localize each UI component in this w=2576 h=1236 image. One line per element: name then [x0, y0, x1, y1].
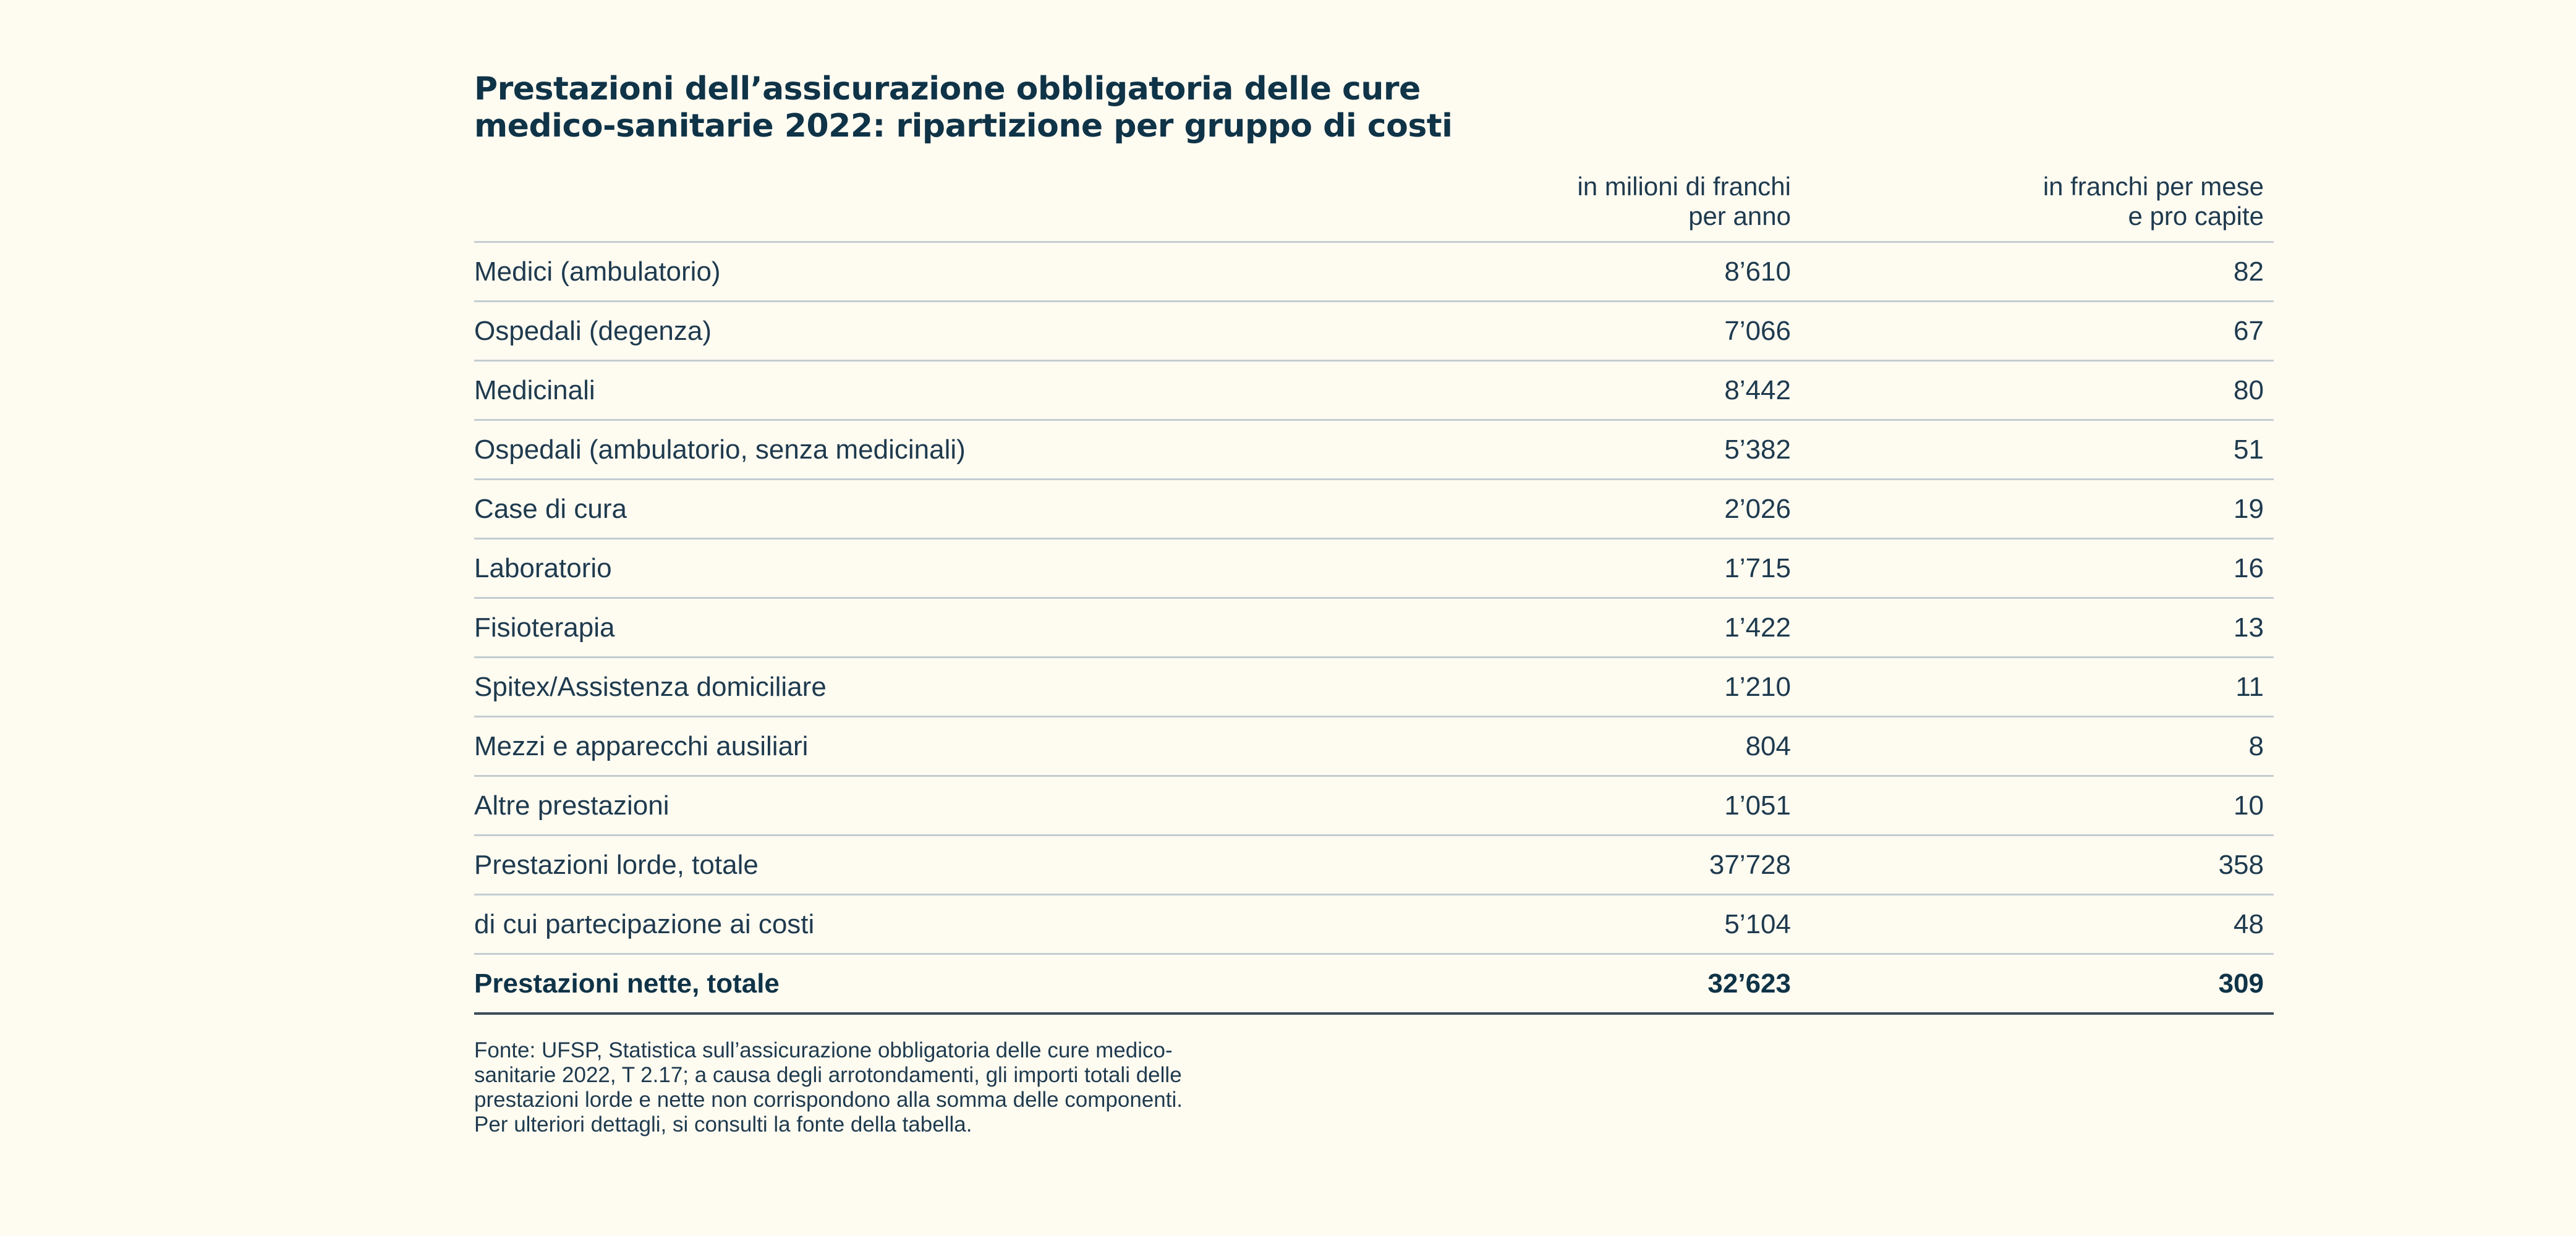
row-monthly: 51 [1801, 420, 2274, 480]
table-container [474, 70, 2274, 1137]
table-row [474, 658, 2274, 717]
header-annual-line2: per anno [1688, 201, 1791, 231]
row-label: Ospedali (ambulatorio, senza medicinali) [474, 420, 1492, 480]
row-label: Medicinali [474, 361, 1492, 420]
row-monthly: 80 [1801, 361, 2274, 420]
table-title [474, 70, 2274, 145]
row-label: Mezzi e apparecchi ausiliari [474, 717, 1492, 776]
row-label: Ospedali (degenza) [474, 302, 1492, 361]
note-line-4: Per ulteriori dettagli, si consulti la fonte della tabella. [474, 1112, 972, 1137]
row-monthly: 358 [1801, 836, 2274, 895]
header-monthly-line2: e pro capite [2128, 201, 2264, 231]
header-label [474, 171, 1492, 242]
note-line-1: Fonte: UFSP, Statistica sull’assicurazione obbligatoria delle cure medico- [474, 1038, 1173, 1062]
row-monthly: 13 [1801, 598, 2274, 658]
header-annual-line1: in milioni di franchi [1577, 172, 1791, 201]
row-monthly: 19 [1801, 480, 2274, 539]
header-monthly-line1: in franchi per mese [2043, 172, 2264, 201]
title-line-2: medico-sanitarie 2022: ripartizione per gruppo di costi [474, 108, 1453, 145]
table-row [474, 420, 2274, 480]
row-annual: 8’610 [1492, 242, 1801, 302]
row-monthly: 11 [1801, 658, 2274, 717]
table-row [474, 539, 2274, 598]
table-row [474, 302, 2274, 361]
row-label: Medici (ambulatorio) [474, 242, 1492, 302]
row-monthly: 10 [1801, 776, 2274, 836]
row-label: di cui partecipazione ai costi [474, 895, 1492, 954]
total-annual: 32’623 [1492, 954, 1801, 1014]
header-monthly [1801, 171, 2274, 242]
row-annual: 1’422 [1492, 598, 1801, 658]
row-annual: 1’715 [1492, 539, 1801, 598]
table-body [474, 242, 2274, 1014]
table-row [474, 895, 2274, 954]
data-table [474, 171, 2274, 1015]
header-row [474, 171, 2274, 242]
note-line-2: sanitarie 2022, T 2.17; a causa degli arrotondamenti, gli importi totali delle [474, 1063, 1182, 1087]
row-monthly: 48 [1801, 895, 2274, 954]
row-label: Case di cura [474, 480, 1492, 539]
row-annual: 804 [1492, 717, 1801, 776]
row-annual: 7’066 [1492, 302, 1801, 361]
header-annual [1492, 171, 1801, 242]
table-row [474, 361, 2274, 420]
source-note [474, 1038, 1340, 1137]
table-row [474, 836, 2274, 895]
row-label: Fisioterapia [474, 598, 1492, 658]
row-annual: 1’210 [1492, 658, 1801, 717]
row-annual: 37’728 [1492, 836, 1801, 895]
row-monthly: 16 [1801, 539, 2274, 598]
row-annual: 8’442 [1492, 361, 1801, 420]
note-line-3: prestazioni lorde e nette non corrispondono alla somma delle componenti. [474, 1088, 1183, 1112]
table-row [474, 480, 2274, 539]
row-annual: 2’026 [1492, 480, 1801, 539]
row-label: Prestazioni lorde, totale [474, 836, 1492, 895]
row-annual: 5’382 [1492, 420, 1801, 480]
total-row [474, 954, 2274, 1014]
row-annual: 5’104 [1492, 895, 1801, 954]
row-label: Laboratorio [474, 539, 1492, 598]
row-monthly: 82 [1801, 242, 2274, 302]
row-monthly: 8 [1801, 717, 2274, 776]
row-label: Altre prestazioni [474, 776, 1492, 836]
total-label: Prestazioni nette, totale [474, 954, 1492, 1014]
row-annual: 1’051 [1492, 776, 1801, 836]
table-row [474, 717, 2274, 776]
title-line-1: Prestazioni dell’assicurazione obbligatoria delle cure [474, 70, 1421, 108]
table-row [474, 598, 2274, 658]
total-monthly: 309 [1801, 954, 2274, 1014]
table-row [474, 776, 2274, 836]
table-row [474, 242, 2274, 302]
row-monthly: 67 [1801, 302, 2274, 361]
row-label: Spitex/Assistenza domiciliare [474, 658, 1492, 717]
